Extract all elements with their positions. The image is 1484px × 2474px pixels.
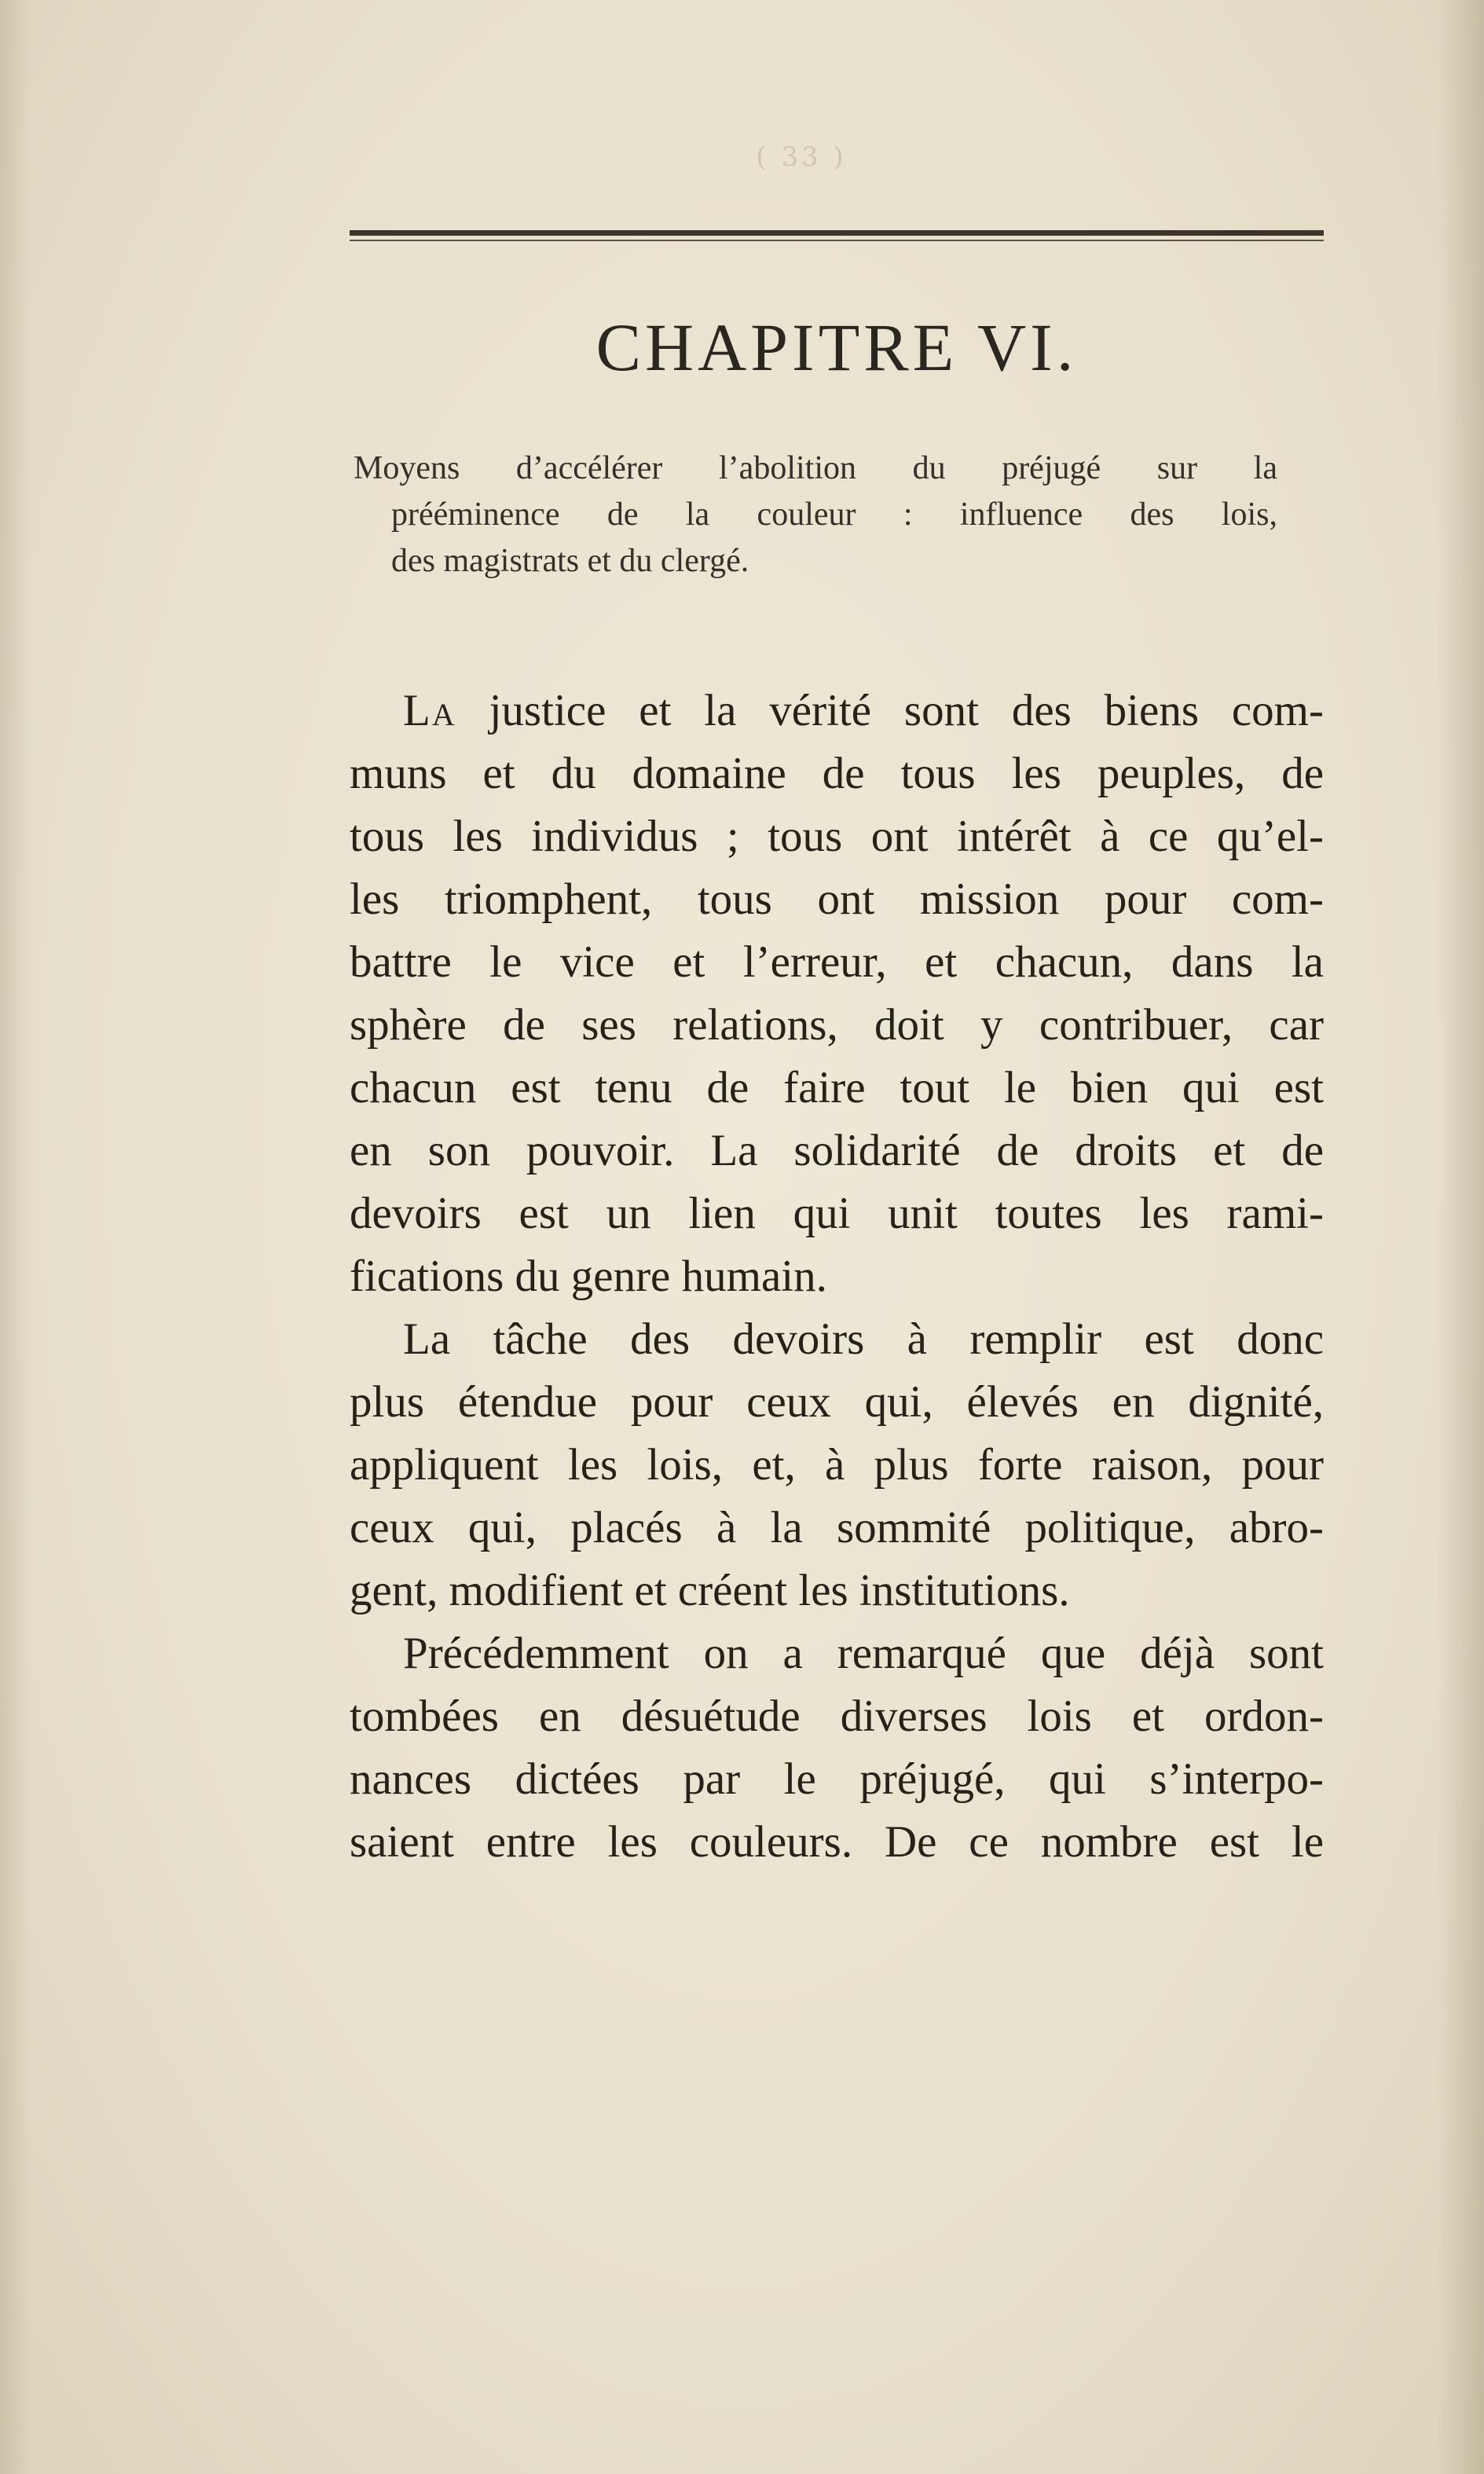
paragraph-1-line: en son pouvoir. La solidarité de droits et de (350, 1126, 1324, 1175)
header-rule-thick (350, 230, 1324, 236)
paragraph-2-line: plus étendue pour ceux qui, élevés en dignité, (350, 1377, 1324, 1427)
page-gutter-shadow (0, 0, 31, 2474)
paragraph-2-line: La tâche des devoirs à remplir est donc (403, 1314, 1324, 1364)
paragraph-1-line: les triomphent, tous ont mission pour com- (350, 874, 1324, 924)
paragraph-3-line: tombées en désuétude diverses lois et ordon- (350, 1691, 1324, 1741)
paragraph-1-line: devoirs est un lien qui unit toutes les rami- (350, 1189, 1324, 1238)
paragraph-2-line: ceux qui, placés à la sommité politique, abro- (350, 1503, 1324, 1552)
paragraph-1-line: tous les individus ; tous ont intérêt à ce qu’el- (350, 812, 1324, 861)
paragraph-1-line: muns et du domaine de tous les peuples, de (350, 749, 1324, 798)
paragraph-2-line: appliquent les lois, et, à plus forte raison, pour (350, 1440, 1324, 1490)
paragraph-2-line: gent, modifient et créent les institutions. (350, 1566, 1070, 1615)
body-text (350, 680, 1324, 1874)
chapter-title: CHAPITRE VI. (595, 310, 1078, 385)
paragraph-1-line (350, 680, 1324, 742)
page-number: ( 33 ) (756, 141, 847, 173)
header-rule (350, 230, 1324, 246)
paragraph-opening-word: La (403, 686, 456, 735)
paragraph-1-line: battre le vice et l’erreur, et chacun, dans la (350, 937, 1324, 987)
paragraph-1-first-line-text: justice et la vérité sont des biens com- (456, 686, 1324, 735)
paragraph-3-line: Précédemment on a remarqué que déjà sont (403, 1629, 1324, 1678)
paragraph-1-line: sphère de ses relations, doit y contribuer, car (350, 1000, 1324, 1050)
chapter-summary (354, 445, 1277, 585)
header-rule-thin (350, 240, 1324, 241)
paragraph-1-line: chacun est tenu de faire tout le bien qui est (350, 1063, 1324, 1112)
summary-line: prééminence de la couleur : influence des lois, (391, 497, 1277, 533)
summary-line: des magistrats et du clergé. (391, 543, 749, 579)
paragraph-3-line: saient entre les couleurs. De ce nombre est le (350, 1817, 1324, 1867)
summary-line: Moyens d’accélérer l’abolition du préjugé sur la (354, 450, 1277, 486)
paragraph-1-line: fications du genre humain. (350, 1252, 827, 1301)
paragraph-3-line: nances dictées par le préjugé, qui s’interpo- (350, 1754, 1324, 1804)
page-edge-shadow (1437, 0, 1484, 2474)
